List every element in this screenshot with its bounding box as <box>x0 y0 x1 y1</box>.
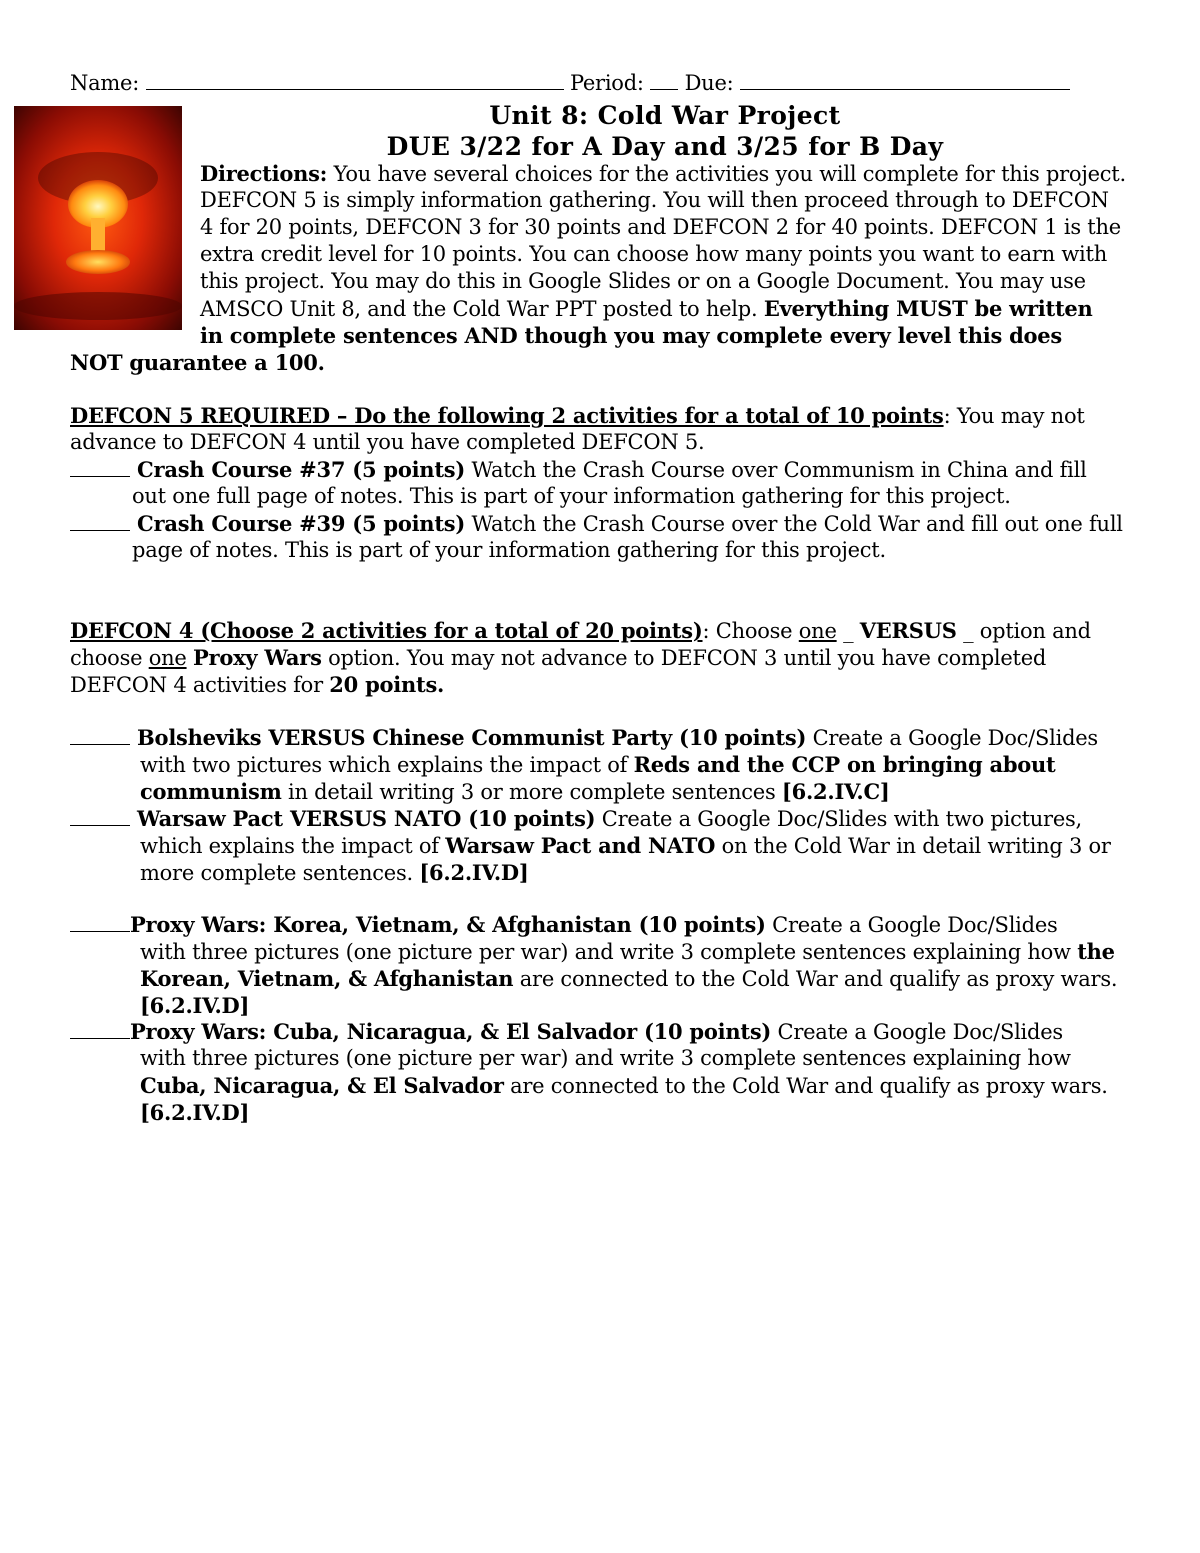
item-text: Create a Google Doc/Slides <box>771 1020 1063 1044</box>
standard-code: [6.2.IV.C] <box>781 779 890 804</box>
item-emphasis: Reds and the CCP on bringing about <box>633 752 1056 777</box>
directions-line-1 <box>200 160 1126 188</box>
checkbox-blank[interactable] <box>70 512 130 531</box>
defcon5-item-2 <box>70 510 1123 538</box>
defcon4-text-line-3 <box>70 671 444 699</box>
defcon4-text: Proxy Wars <box>193 645 322 670</box>
directions-text: You have several choices for the activities you will complete for this project. <box>327 162 1126 186</box>
header-line <box>70 70 1070 97</box>
checkbox-blank[interactable] <box>70 807 130 826</box>
checkbox-blank[interactable] <box>70 458 130 477</box>
defcon5-text: : You may not <box>943 404 1085 428</box>
item-text: in detail writing 3 or more complete sentences <box>281 780 782 804</box>
directions-label: Directions: <box>200 161 328 186</box>
item-text: which explains the impact of <box>140 834 446 858</box>
defcon5-item-1 <box>70 456 1087 484</box>
defcon4-item-3 <box>70 911 1058 939</box>
defcon5-item-1-line-2: out one full page of notes. This is part of your information gathering for this project. <box>132 484 1011 508</box>
item-text: with two pictures which explains the impact of <box>140 753 634 777</box>
defcon4-item-2-line-2 <box>140 832 1111 860</box>
defcon4-item-4-line-2: with three pictures (one picture per war) and write 3 complete sentences explaining how <box>140 1046 1071 1070</box>
defcon4-text: 20 points. <box>329 672 445 697</box>
item-title: Proxy Wars: Cuba, Nicaragua, & El Salvador (10 points) <box>130 1019 772 1044</box>
item-text: Watch the Crash Course over the Cold War and fill out one full <box>465 512 1123 536</box>
item-title: Warsaw Pact VERSUS NATO (10 points) <box>130 806 596 831</box>
defcon4-item-4-line-4: [6.2.IV.D] <box>140 1100 250 1125</box>
defcon4-text: _ option and <box>956 619 1091 643</box>
defcon5-item-2-line-2: page of notes. This is part of your information gathering for this project. <box>132 538 886 562</box>
defcon5-heading: DEFCON 5 REQUIRED – Do the following 2 activities for a total of 10 points <box>70 403 944 428</box>
due-label: Due: <box>684 71 734 95</box>
defcon4-text-line-2 <box>70 644 1046 672</box>
item-emphasis: Cuba, Nicaragua, & El Salvador <box>140 1073 504 1098</box>
defcon4-text: one <box>148 646 187 670</box>
defcon4-text: one <box>798 619 837 643</box>
defcon5-heading-line <box>70 402 1085 430</box>
defcon4-item-4-line-3 <box>140 1072 1108 1100</box>
directions-line-8: NOT guarantee a 100. <box>70 350 325 375</box>
defcon4-item-4 <box>70 1018 1063 1046</box>
item-emphasis: communism <box>140 779 282 804</box>
name-label: Name: <box>70 71 140 95</box>
checkbox-blank[interactable] <box>70 913 130 932</box>
item-text: are connected to the Cold War and qualify as proxy wars. <box>513 967 1118 991</box>
due-blank[interactable] <box>740 71 1070 90</box>
defcon4-item-1-line-2 <box>140 751 1056 779</box>
checkbox-blank[interactable] <box>70 726 130 745</box>
defcon4-item-3-line-2 <box>140 938 1115 966</box>
defcon4-item-3-line-3 <box>140 965 1117 993</box>
directions-line-4: extra credit level for 10 points. You can choose how many points you want to earn with <box>200 242 1107 266</box>
defcon4-text: : Choose <box>702 619 799 643</box>
defcon4-text: DEFCON 4 activities for <box>70 673 330 697</box>
defcon5-text-line-2: advance to DEFCON 4 until you have completed DEFCON 5. <box>70 430 705 454</box>
item-title: Bolsheviks VERSUS Chinese Communist Party (10 points) <box>130 725 807 750</box>
defcon4-text: choose <box>70 646 149 670</box>
defcon4-item-1-line-3 <box>140 778 890 806</box>
due-dates-title: DUE 3/22 for A Day and 3/25 for B Day <box>386 132 944 161</box>
item-title: Crash Course #37 (5 points) <box>130 457 466 482</box>
item-text: Create a Google Doc/Slides <box>765 913 1058 937</box>
defcon4-text: _ <box>836 619 860 643</box>
defcon4-item-2-line-3 <box>140 859 529 887</box>
item-text: Create a Google Doc/Slides <box>806 726 1098 750</box>
item-text: Create a Google Doc/Slides with two pictures, <box>595 807 1082 831</box>
directions-line-5: this project. You may do this in Google Slides or on a Google Document. You may use <box>200 269 1086 293</box>
directions-line-2: DEFCON 5 is simply information gathering. You will then proceed through to DEFCON <box>200 188 1109 212</box>
period-blank[interactable] <box>650 71 678 90</box>
checkbox-blank[interactable] <box>70 1020 130 1039</box>
item-text: on the Cold War in detail writing 3 or <box>715 834 1111 858</box>
item-text: Watch the Crash Course over Communism in China and fill <box>465 458 1087 482</box>
mushroom-cloud-icon <box>14 106 182 330</box>
item-emphasis: Warsaw Pact and NATO <box>445 833 716 858</box>
name-blank[interactable] <box>146 71 564 90</box>
item-text: with three pictures (one picture per war) and write 3 complete sentences explaining how <box>140 940 1078 964</box>
directions-emphasis: Everything MUST be written <box>763 296 1093 321</box>
standard-code: [6.2.IV.D] <box>419 860 529 885</box>
defcon4-heading: DEFCON 4 (Choose 2 activities for a total of 20 points) <box>70 618 703 643</box>
item-text: are connected to the Cold War and qualify as proxy wars. <box>503 1074 1108 1098</box>
defcon4-text: VERSUS <box>859 618 957 643</box>
defcon4-text: option. You may not advance to DEFCON 3 until you have completed <box>321 646 1047 670</box>
item-title: Proxy Wars: Korea, Vietnam, & Afghanistan (10 points) <box>130 912 766 937</box>
period-label: Period: <box>569 71 644 95</box>
item-emphasis: the <box>1077 939 1115 964</box>
directions-text: AMSCO Unit 8, and the Cold War PPT posted to help. <box>200 297 764 321</box>
defcon4-item-3-line-4: [6.2.IV.D] <box>140 993 250 1018</box>
directions-line-6 <box>200 295 1093 323</box>
directions-line-3: 4 for 20 points, DEFCON 3 for 30 points and DEFCON 2 for 40 points. DEFCON 1 is the <box>200 215 1121 239</box>
directions-line-7: in complete sentences AND though you may complete every level this does <box>200 323 1062 348</box>
project-title: Unit 8: Cold War Project <box>489 101 841 130</box>
item-emphasis: Korean, Vietnam, & Afghanistan <box>140 966 514 991</box>
defcon4-item-2 <box>70 805 1082 833</box>
item-text: more complete sentences. <box>140 861 420 885</box>
defcon4-heading-line <box>70 617 1091 645</box>
defcon4-item-1 <box>70 724 1098 752</box>
item-title: Crash Course #39 (5 points) <box>130 511 466 536</box>
